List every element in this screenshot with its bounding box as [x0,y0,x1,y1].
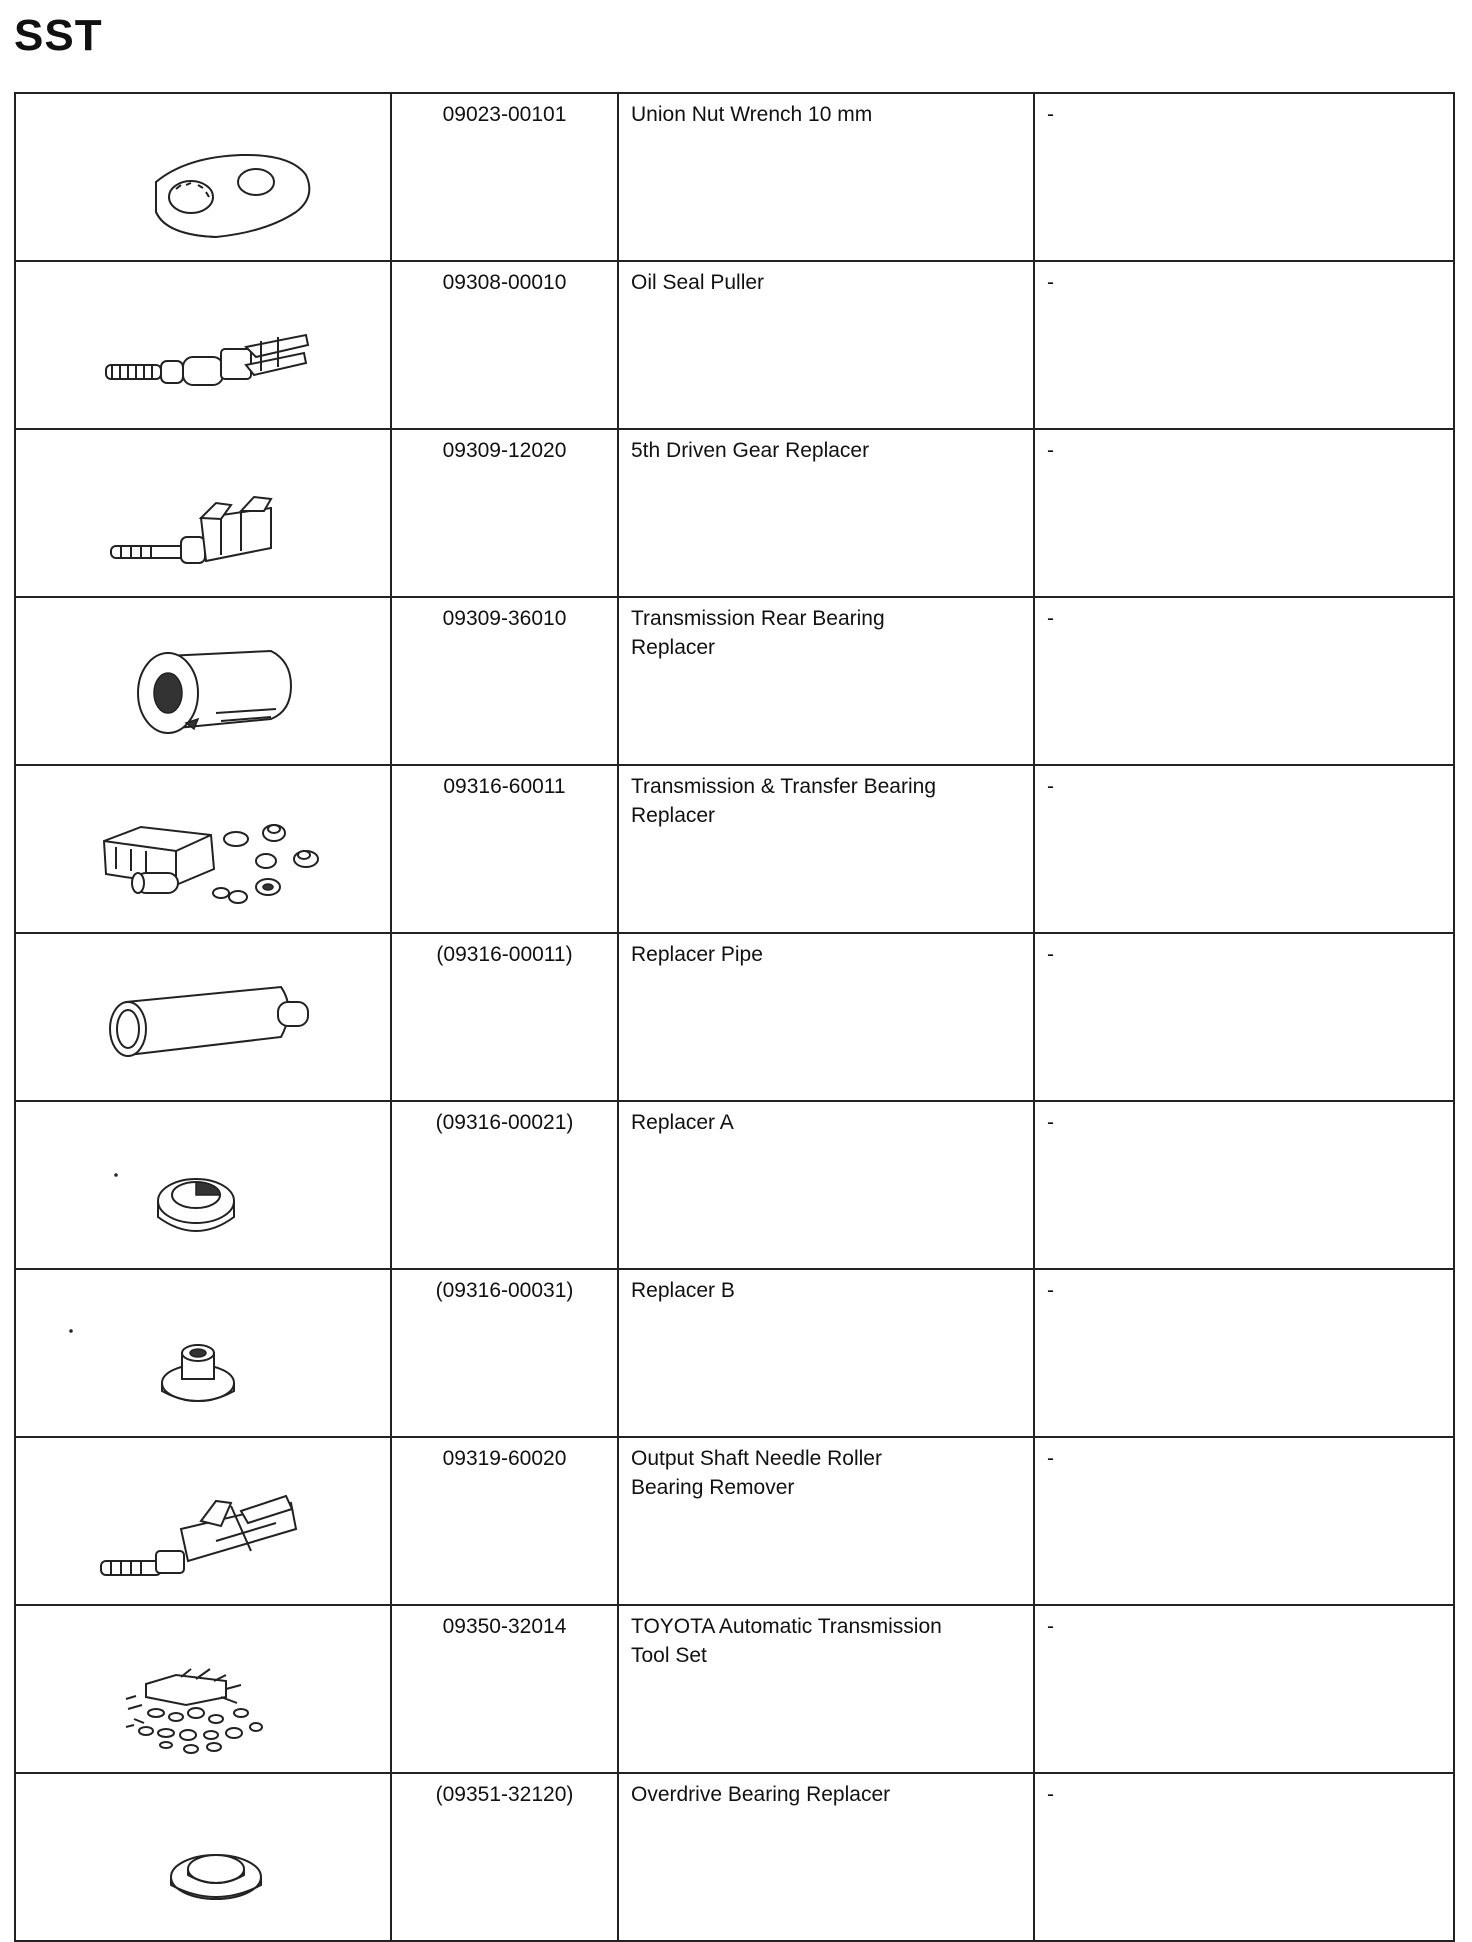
tool-name-line: TOYOTA Automatic Transmission [631,1615,942,1638]
part-number: (09316-00021) [391,1101,618,1269]
tool-name [618,93,1034,261]
tool-name [618,765,1034,933]
table-row [15,1605,1454,1773]
tool-illustration [15,93,391,261]
part-number: 09350-32014 [391,1605,618,1773]
tool-name [618,1437,1034,1605]
tool-note: - [1034,933,1454,1101]
part-number: (09351-32120) [391,1773,618,1941]
tool-name-line: Transmission & Transfer Bearing [631,775,937,798]
tool-note: - [1034,261,1454,429]
tool-illustration [15,1773,391,1941]
tool-name-line: Output Shaft Needle Roller [631,1447,882,1470]
tool-name-line: Overdrive Bearing Replacer [631,1783,891,1806]
tool-illustration [15,933,391,1101]
part-number: 09319-60020 [391,1437,618,1605]
table-row [15,261,1454,429]
tool-name [618,261,1034,429]
tool-name [618,1269,1034,1437]
table-row [15,93,1454,261]
tool-name [618,1101,1034,1269]
table-row [15,429,1454,597]
tool-name-line: 5th Driven Gear Replacer [631,439,870,462]
tool-note: - [1034,1437,1454,1605]
table-row [15,597,1454,765]
tool-name-line: Bearing Remover [631,1476,795,1499]
tool-note: - [1034,93,1454,261]
tool-name [618,429,1034,597]
tool-illustration [15,1605,391,1773]
tool-name-line: Replacer B [631,1279,735,1302]
tool-illustration [15,1269,391,1437]
tool-illustration [15,1437,391,1605]
tool-illustration [15,765,391,933]
tool-name-line: Replacer Pipe [631,943,763,966]
tool-note: - [1034,1101,1454,1269]
tool-note: - [1034,597,1454,765]
tool-note: - [1034,765,1454,933]
tool-illustration [15,261,391,429]
table-row [15,1269,1454,1437]
table-row [15,765,1454,933]
part-number: 09316-60011 [391,765,618,933]
tool-name [618,597,1034,765]
table-row [15,933,1454,1101]
tool-note: - [1034,429,1454,597]
tool-name-line: Oil Seal Puller [631,271,765,294]
tool-illustration [15,1101,391,1269]
tool-name-line: Replacer A [631,1111,734,1134]
part-number: 09309-36010 [391,597,618,765]
tool-name-line: Union Nut Wrench 10 mm [631,103,873,126]
tool-name-line: Transmission Rear Bearing [631,607,885,630]
tool-illustration [15,429,391,597]
tool-illustration [15,597,391,765]
tool-note: - [1034,1269,1454,1437]
tool-name-line: Tool Set [631,1644,707,1667]
table-row [15,1101,1454,1269]
tool-name [618,1605,1034,1773]
page-title: SST [14,11,103,60]
tool-name [618,933,1034,1101]
part-number: (09316-00011) [391,933,618,1101]
table-row [15,1437,1454,1605]
tool-name [618,1773,1034,1941]
tool-note: - [1034,1605,1454,1773]
tool-note: - [1034,1773,1454,1941]
sst-table [14,92,1455,1942]
tool-name-line: Replacer [631,804,716,827]
part-number: 09309-12020 [391,429,618,597]
part-number: 09308-00010 [391,261,618,429]
tool-name-line: Replacer [631,636,716,659]
part-number: (09316-00031) [391,1269,618,1437]
table-row [15,1773,1454,1941]
part-number: 09023-00101 [391,93,618,261]
